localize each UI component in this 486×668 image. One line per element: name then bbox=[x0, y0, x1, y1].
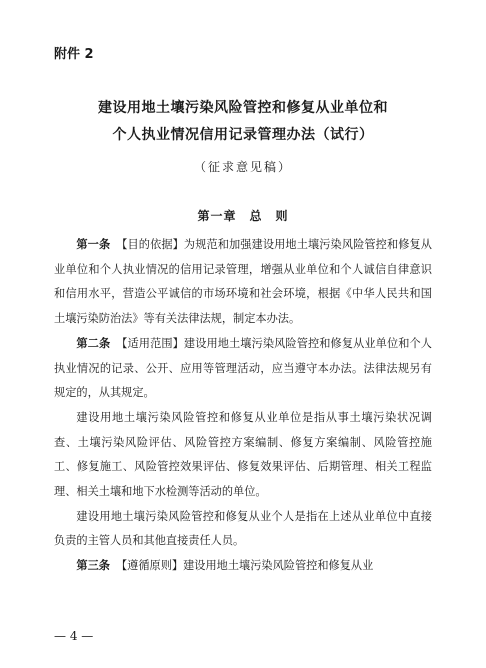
article-number: 第三条 bbox=[76, 559, 110, 573]
document-title-line-2: 个人执业情况信用记录管理办法（试行） bbox=[112, 127, 374, 143]
draft-note: （征求意见稿） bbox=[193, 160, 292, 174]
paragraph-text: 【目的依据】为规范和加强建设用地土壤污染风险管控和修复从业单位和个人执业情况的信用记录管理，增强从业单位和个人诚信自律意识和信用水平，营造公平诚信的市场环境和社会环境，根据《中华人民共和国土壤污染防治法》等有关法律法规，制定本办法。 bbox=[54, 238, 432, 326]
paragraph-article-1 bbox=[54, 233, 432, 332]
paragraph-text: 建设用地土壤污染风险管控和修复从业单位是指从事土壤污染状况调查、土壤污染风险评估、风险管控方案编制、修复方案编制、风险管控施工、修复施工、风险管控效果评估、修复效果评估、后期管理、相关工程监理、相关土壤和地下水检测等活动的单位。 bbox=[54, 410, 432, 499]
paragraph-article-2 bbox=[54, 332, 432, 406]
document-title-line-1: 建设用地土壤污染风险管控和修复从业单位和 bbox=[98, 100, 388, 116]
paragraph-text: 【适用范围】建设用地土壤污染风险管控和修复从业单位和个人执业情况的记录、公开、应用等管理活动，应当遵守本办法。法律法规另有规定的，从其规定。 bbox=[54, 336, 432, 400]
page-number: — 4 — bbox=[54, 629, 94, 643]
article-number: 第二条 bbox=[76, 336, 111, 350]
article-number: 第一条 bbox=[76, 238, 111, 251]
chapter-heading: 第一章 总 则 bbox=[197, 209, 289, 223]
paragraph-article-3 bbox=[54, 554, 432, 579]
paragraph-text: 【遵循原则】建设用地土壤污染风险管控和修复从业 bbox=[115, 559, 374, 573]
document-body bbox=[54, 233, 432, 579]
paragraph-text: 建设用地土壤污染风险管控和修复从业个人是指在上述从业单位中直接负责的主管人员和其他直接责任人员。 bbox=[54, 509, 432, 548]
paragraph-definition-unit bbox=[54, 406, 432, 505]
attachment-label: 附件 2 bbox=[54, 47, 94, 62]
paragraph-definition-person bbox=[54, 505, 432, 554]
